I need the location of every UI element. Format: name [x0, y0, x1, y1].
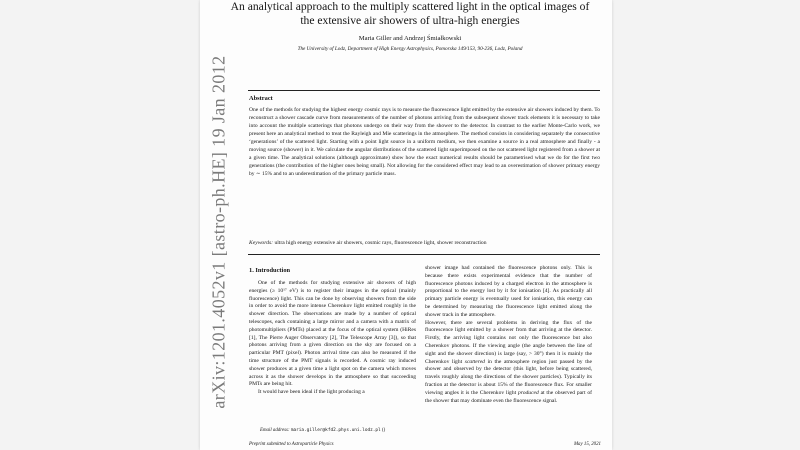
intro-paragraph: One of the methods for studying extensive air showers of high energies (≥ 10¹⁷ eV) is to register their images in the optical (mainly fluorescence) light. This can be done by observing showers from the side in order to avoid the more intense Cherenkov light emitted roughly in the shower direction. The observations are made by a number of optical telescopes, each containing a large mirror and a camera with a matrix of photomultipliers (PMTs) placed at the focus of the optical system (HiRes [1], The Pierre Auger Observatory [2], The Telescope Array [3]), so that photons arriving from a given direction on the sky are focused on a particular PMT (pixel). Photon arrival time can also be measured if the time structure of the PMT signals is recorded. A cosmic ray induced shower produces at a given time a light spot on the camera which moves across it as the shower develops in the atmosphere so that succeeding PMTs are being hit. [249, 280, 416, 388]
intro-text-fragment: in the atmosphere region just passed by the shower and observed by the detector (this light, before being scattered, travels roughly along the directions of the shower particles). Typically its fraction at the detector is about 15% of the fluorescence flux. For smaller viewing angles it is the Cherenkov light [425, 358, 592, 396]
email-footnote [260, 428, 385, 433]
abstract-bottom-rule [248, 254, 600, 255]
emphasis-produced: produced [517, 389, 539, 396]
keywords-list: ultra high energy extensive air showers, cosmic rays, fluorescence light, shower reconstruction [274, 240, 487, 246]
intro-text-fragment: However, there are several problems in deriving the flux of the fluorescence light emitted by a shower from that arriving at the detector. Firstly, the arriving light contains not only the fluorescence but also Cherenkov photons. If the viewing angle (the angle between the line of sight and the shower direction) is large (say, > 30°) then it is mainly the Cherenkov light [425, 319, 592, 365]
keywords-label: Keywords: [249, 240, 274, 246]
section-heading-introduction: 1. Introduction [249, 267, 291, 274]
paper-title: An analytical approach to the multiply scattered light in the optical images of the extensive air showers of ultra-high energies [230, 0, 590, 27]
preprint-note: Preprint submitted to Astroparticle Physics [249, 442, 334, 447]
emphasis-scattered: scattered [464, 358, 485, 365]
abstract-top-rule [248, 90, 600, 91]
intro-right-column [425, 265, 592, 405]
preprint-date: May 15, 2021 [573, 442, 601, 447]
arxiv-identifier[interactable]: arXiv:1201.4052v1 [astro-ph.HE] 19 Jan 2012 [208, 55, 229, 409]
intro-paragraph: It would have been ideal if the light producing a [258, 389, 365, 396]
abstract-text: One of the methods for studying the highest energy cosmic rays is to measure the fluorescence light emitted by the extensive air showers induced by them. To reconstruct a shower cascade curve from measurements of the number of photons arriving from the subsequent shower track elements it is necessary to take into account the multiple scatterings that photons undergo on their way from the shower to the detector. In contrast to the earlier Monte-Carlo work, we present here an analytical method to treat the Rayleigh and Mie scatterings in the atmosphere. The method consists in considering separately the consecutive ‘generations’ of the scattered light. Starting with a point light source in a uniform medium, we then examine a source in a real atmosphere and finally - a moving source (shower) in it. We calculate the angular distributions of the scattered light superimposed on the not scattered light registered from a shower at a given time. The analytical solutions (although approximate) show how the exact numerical results should be parametrised what we do for the first two generations (the contribution of the higher ones being small). Not allowing for the considered effect may lead to an overestimation of shower primary energy by ∼ 15% and to an underestimation of the primary particle mass. [249, 107, 600, 177]
footnote-label: Email address: [260, 428, 290, 433]
abstract-heading: Abstract [249, 95, 273, 102]
intro-text-fragment: at the observed part of the shower that may dominate even the fluorescence signal. [425, 389, 592, 404]
intro-left-column [249, 280, 416, 397]
author-email-link[interactable]: maria.giller@kfd2.phys.uni.lodz.pl [290, 428, 381, 433]
intro-paragraph: shower image had contained the fluorescence photons only. This is because there exists experimental evidence that the number of fluorescence photons induced by a charged electron in the atmosphere is proportional to the energy lost by it for ionisation [4]. As practically all primary particle energy is eventually used for ionisation, this energy can be determined by measuring the fluorescence light emitted along the shower track in the atmosphere. [425, 265, 592, 318]
footnote-suffix: () [381, 428, 386, 433]
intro-paragraph [425, 320, 592, 406]
author-affiliation: The University of Lodz, Department of High Energy Astrophysics, Pomorska 149/153, 90-236, Lodz, Poland [297, 46, 523, 52]
keywords-line [249, 240, 600, 246]
paper-authors: Maria Giller and Andrzej Śmiałkowski [358, 35, 462, 42]
